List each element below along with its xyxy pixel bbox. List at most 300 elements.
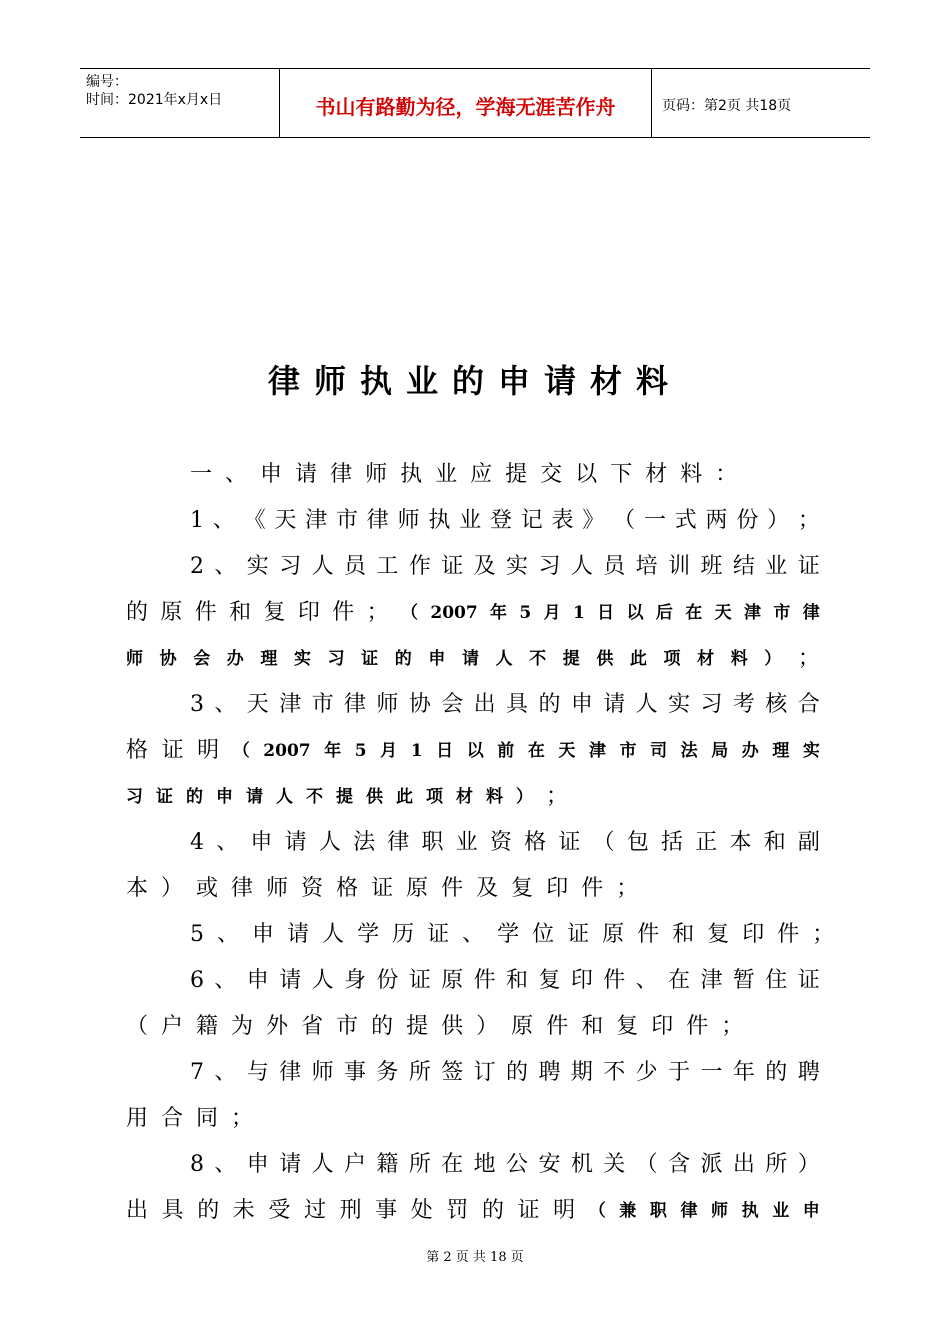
bold-glyph: 理 (260, 649, 278, 669)
glyph: 聘 (797, 1060, 820, 1085)
bold-glyph: 津 (743, 603, 761, 623)
glyph: 律 (344, 692, 367, 717)
bold-glyph: 局 (711, 741, 729, 761)
bold-glyph: 项 (426, 787, 443, 807)
bold-glyph: 习 (327, 649, 345, 669)
glyph: 、 (214, 554, 237, 579)
glyph: 原 (406, 876, 429, 901)
bold-glyph: 习 (126, 787, 143, 807)
glyph: 律 (231, 876, 254, 901)
glyph: ； (231, 1106, 254, 1131)
glyph: 津 (279, 692, 302, 717)
bold-glyph: 提 (562, 649, 580, 669)
glyph: 地 (473, 1152, 496, 1177)
bold-glyph: 材 (697, 649, 715, 669)
glyph: 出 (732, 1152, 755, 1177)
glyph: 籍 (196, 1014, 219, 1039)
bold-glyph: 市 (773, 603, 791, 623)
glyph: 人 (318, 830, 341, 855)
glyph: 和 (581, 1014, 604, 1039)
glyph: 年 (732, 1060, 755, 1085)
glyph: 职 (421, 830, 444, 855)
glyph: 户 (344, 1152, 367, 1177)
bold-glyph: 此 (629, 649, 647, 669)
glyph: 5 (190, 922, 204, 947)
number-label: 编号： (86, 74, 128, 90)
glyph: 的 (126, 600, 149, 625)
glyph: 业 (455, 830, 478, 855)
glyph: 应 (470, 462, 493, 487)
glyph: 市 (336, 1014, 359, 1039)
bold-glyph: 请 (461, 649, 479, 669)
glyph: ） (161, 876, 184, 901)
glyph: 省 (301, 1014, 324, 1039)
glyph: 交 (540, 462, 563, 487)
glyph: 、 (212, 508, 235, 533)
glyph: 明 (553, 1198, 576, 1223)
glyph: 包 (626, 830, 649, 855)
glyph: 证 (797, 968, 820, 993)
glyph: 学 (357, 922, 380, 947)
glyph: 天 (274, 508, 297, 533)
glyph: 件 (686, 1014, 709, 1039)
glyph: ） (767, 508, 790, 533)
glyph: 受 (268, 1198, 291, 1223)
glyph: 6 (190, 968, 204, 993)
glyph: 、 (462, 922, 485, 947)
document-body (126, 452, 835, 1234)
glyph: 证 (441, 554, 464, 579)
glyph: 的 (506, 1060, 529, 1085)
bold-glyph: 以 (466, 741, 484, 761)
glyph: 份 (736, 508, 759, 533)
glyph: 2 (190, 554, 204, 579)
glyph: 习 (279, 554, 302, 579)
glyph: 师 (376, 692, 399, 717)
body-line (126, 820, 820, 866)
glyph: 训 (668, 554, 691, 579)
glyph: （ (126, 1014, 149, 1039)
glyph: 原 (160, 600, 183, 625)
glyph: 住 (765, 968, 788, 993)
bold-glyph: 料 (730, 649, 748, 669)
glyph: 户 (161, 1014, 184, 1039)
header-table (80, 68, 870, 138)
body-line (126, 1142, 820, 1188)
glyph: 不 (603, 1060, 626, 1085)
glyph: 印 (570, 968, 593, 993)
glyph: 律 (279, 1060, 302, 1085)
glyph: 资 (489, 830, 512, 855)
glyph: 协 (408, 692, 431, 717)
glyph: 件 (332, 600, 355, 625)
bold-glyph: 1 (572, 603, 585, 623)
glyph: 业 (435, 462, 458, 487)
glyph: 签 (441, 1060, 464, 1085)
header-page-info: 页码：第2页 共18页 (662, 98, 792, 114)
bold-glyph: 的 (186, 787, 203, 807)
glyph: 外 (266, 1014, 289, 1039)
glyph: 请 (279, 1152, 302, 1177)
glyph: 以 (575, 462, 598, 487)
bold-glyph: 协 (159, 649, 177, 669)
glyph: 市 (335, 508, 358, 533)
bold-glyph: 律 (680, 1201, 698, 1221)
glyph: 一 (700, 1060, 723, 1085)
body-line (126, 636, 820, 682)
glyph: 师 (266, 876, 289, 901)
glyph: 所 (408, 1060, 431, 1085)
bold-glyph: 不 (529, 649, 547, 669)
glyph: 律 (387, 830, 410, 855)
bold-glyph: 供 (366, 787, 383, 807)
glyph: 籍 (376, 1152, 399, 1177)
glyph: （ (635, 1152, 658, 1177)
glyph: 合 (161, 1106, 184, 1131)
glyph: 和 (763, 830, 786, 855)
bold-glyph: 申 (428, 649, 446, 669)
glyph: 下 (610, 462, 633, 487)
bold-glyph: ） (764, 649, 782, 669)
bold-glyph: 办 (226, 649, 244, 669)
glyph: 证 (517, 1198, 540, 1223)
glyph: 、 (214, 1152, 237, 1177)
glyph: 员 (603, 554, 626, 579)
glyph: 出 (126, 1198, 149, 1223)
glyph: 副 (797, 830, 820, 855)
glyph: 件 (473, 968, 496, 993)
bold-glyph: 人 (495, 649, 513, 669)
glyph: 位 (532, 922, 555, 947)
glyph: ； (546, 784, 569, 809)
glyph: 聘 (538, 1060, 561, 1085)
body-line (126, 912, 835, 958)
glyph: 及 (476, 876, 499, 901)
bold-glyph: 1 (410, 741, 423, 761)
glyph: 含 (668, 1152, 691, 1177)
glyph: 市 (311, 692, 334, 717)
body-line (126, 958, 820, 1004)
glyph: 订 (473, 1060, 496, 1085)
glyph: 处 (410, 1198, 433, 1223)
glyph: 出 (473, 692, 496, 717)
glyph: 证 (558, 830, 581, 855)
glyph: ： (715, 462, 738, 487)
bold-glyph: （ (401, 603, 418, 623)
glyph: 件 (637, 922, 660, 947)
glyph: 原 (441, 968, 464, 993)
glyph: 、 (635, 968, 658, 993)
glyph: 申 (250, 830, 273, 855)
glyph: 正 (695, 830, 718, 855)
glyph: 在 (441, 1152, 464, 1177)
glyph: 津 (700, 968, 723, 993)
bold-glyph: 在 (685, 603, 703, 623)
glyph: ； (797, 646, 820, 671)
glyph: ） (797, 1152, 820, 1177)
glyph: 印 (742, 922, 765, 947)
bold-glyph: 供 (596, 649, 614, 669)
glyph: 格 (126, 738, 149, 763)
glyph: 记 (520, 508, 543, 533)
glyph: 人 (570, 554, 593, 579)
bold-glyph: 申 (802, 1201, 820, 1221)
glyph: 资 (301, 876, 324, 901)
body-line (126, 1096, 820, 1142)
glyph: 班 (700, 554, 723, 579)
bold-glyph: （ (232, 741, 250, 761)
bold-glyph: 项 (663, 649, 681, 669)
glyph: 及 (473, 554, 496, 579)
glyph: 本 (126, 876, 149, 901)
glyph: 会 (441, 692, 464, 717)
glyph: 证 (797, 554, 820, 579)
bold-glyph: 人 (276, 787, 293, 807)
glyph: 料 (680, 462, 703, 487)
glyph: 身 (344, 968, 367, 993)
bold-glyph: 办 (741, 741, 759, 761)
bold-glyph: 市 (619, 741, 637, 761)
glyph: 罚 (446, 1198, 469, 1223)
glyph: 刑 (339, 1198, 362, 1223)
glyph: 《 (243, 508, 266, 533)
glyph: 人 (311, 968, 334, 993)
glyph: 和 (672, 922, 695, 947)
glyph: 津 (305, 508, 328, 533)
glyph: 申 (246, 1152, 269, 1177)
glyph: 印 (651, 1014, 674, 1039)
glyph: 式 (674, 508, 697, 533)
glyph: 证 (427, 922, 450, 947)
glyph: 结 (732, 554, 755, 579)
glyph: ； (812, 922, 835, 947)
glyph: 证 (371, 876, 394, 901)
glyph: 登 (489, 508, 512, 533)
glyph: 括 (661, 830, 684, 855)
glyph: 事 (375, 1198, 398, 1223)
glyph: 在 (668, 968, 691, 993)
body-line (126, 682, 820, 728)
bold-glyph: 兼 (619, 1201, 637, 1221)
bold-glyph: 此 (396, 787, 413, 807)
glyph: 律 (366, 508, 389, 533)
glyph: 份 (376, 968, 399, 993)
bold-glyph: 申 (216, 787, 233, 807)
glyph: 请 (284, 830, 307, 855)
glyph: 材 (645, 462, 668, 487)
glyph: 印 (297, 600, 320, 625)
glyph: 务 (376, 1060, 399, 1085)
glyph: 未 (232, 1198, 255, 1223)
glyph: ； (721, 1014, 744, 1039)
bold-glyph: 不 (306, 787, 323, 807)
bold-glyph: 月 (380, 741, 398, 761)
glyph: ； (616, 876, 639, 901)
glyph: 人 (311, 1152, 334, 1177)
bold-glyph: 律 (802, 603, 820, 623)
glyph: 的 (371, 1014, 394, 1039)
glyph: 件 (603, 968, 626, 993)
glyph: （ (613, 508, 636, 533)
glyph: 申 (260, 462, 283, 487)
body-line (126, 728, 820, 774)
glyph: 的 (481, 1198, 504, 1223)
glyph: 与 (246, 1060, 269, 1085)
bold-glyph: 执 (741, 1201, 759, 1221)
glyph: 事 (344, 1060, 367, 1085)
bold-glyph: 在 (527, 741, 545, 761)
bold-glyph: 天 (558, 741, 576, 761)
glyph: 、 (214, 1060, 237, 1085)
body-line (126, 774, 820, 820)
glyph: 印 (546, 876, 569, 901)
bold-glyph: 津 (588, 741, 606, 761)
bold-glyph: 实 (802, 741, 820, 761)
glyph: 执 (428, 508, 451, 533)
glyph: 4 (190, 830, 204, 855)
glyph: 为 (231, 1014, 254, 1039)
glyph: 复 (707, 922, 730, 947)
bold-glyph: 月 (543, 603, 561, 623)
bold-glyph: 2007 (263, 741, 311, 761)
glyph: 1 (190, 508, 204, 533)
glyph: 法 (353, 830, 376, 855)
bold-glyph: （ (588, 1201, 606, 1221)
glyph: 人 (322, 922, 345, 947)
glyph: 实 (246, 554, 269, 579)
glyph: 实 (668, 692, 691, 717)
header-meta (80, 69, 280, 137)
glyph: 作 (408, 554, 431, 579)
bold-glyph: 日 (597, 603, 615, 623)
glyph: 原 (602, 922, 625, 947)
glyph: 安 (538, 1152, 561, 1177)
glyph: 格 (524, 830, 547, 855)
glyph: 人 (311, 554, 334, 579)
glyph: 8 (190, 1152, 204, 1177)
glyph: 复 (263, 600, 286, 625)
glyph: 的 (197, 1198, 220, 1223)
bold-glyph: 请 (246, 787, 263, 807)
document-title: 律师执业的申请材料 (267, 362, 682, 400)
glyph: 员 (344, 554, 367, 579)
bold-glyph: 年 (324, 741, 342, 761)
bold-glyph: 师 (711, 1201, 729, 1221)
bold-glyph: 2007 (430, 603, 478, 623)
bold-glyph: 提 (336, 787, 353, 807)
glyph: 原 (511, 1014, 534, 1039)
glyph: 学 (497, 922, 520, 947)
bold-glyph: 实 (293, 649, 311, 669)
glyph: 的 (538, 692, 561, 717)
glyph: 请 (295, 462, 318, 487)
glyph: 实 (506, 554, 529, 579)
glyph: 具 (506, 692, 529, 717)
glyph: 件 (441, 876, 464, 901)
glyph: 明 (197, 738, 220, 763)
glyph: （ (592, 830, 615, 855)
glyph: 师 (397, 508, 420, 533)
glyph: 少 (635, 1060, 658, 1085)
body-line (126, 452, 820, 498)
glyph: 培 (635, 554, 658, 579)
body-line (126, 866, 820, 912)
header-slogan: 书山有路勤为径，学海无涯苦作舟 (280, 69, 652, 137)
glyph: 用 (126, 1106, 149, 1131)
glyph: 件 (546, 1014, 569, 1039)
glyph: 请 (603, 692, 626, 717)
glyph: 申 (252, 922, 275, 947)
glyph: 具 (161, 1198, 184, 1223)
glyph: 、 (214, 968, 237, 993)
bold-glyph: 料 (486, 787, 503, 807)
glyph: 期 (570, 1060, 593, 1085)
glyph: 业 (765, 554, 788, 579)
glyph: 师 (365, 462, 388, 487)
glyph: 习 (538, 554, 561, 579)
bold-glyph: 理 (772, 741, 790, 761)
bold-glyph: 师 (126, 649, 143, 669)
glyph: 和 (229, 600, 252, 625)
glyph: 供 (441, 1014, 464, 1039)
body-line (126, 1188, 820, 1234)
bold-glyph: 职 (649, 1201, 667, 1221)
bold-glyph: 的 (394, 649, 412, 669)
bold-glyph: ） (516, 787, 533, 807)
glyph: 格 (336, 876, 359, 901)
glyph: 证 (161, 738, 184, 763)
glyph: 、 (214, 692, 237, 717)
glyph: 证 (567, 922, 590, 947)
bold-glyph: 后 (655, 603, 673, 623)
bold-glyph: 司 (650, 741, 668, 761)
glyph: 历 (392, 922, 415, 947)
glyph: 》 (582, 508, 605, 533)
glyph: 暂 (732, 968, 755, 993)
glyph: 或 (196, 876, 219, 901)
glyph: 天 (246, 692, 269, 717)
bold-glyph: 天 (714, 603, 732, 623)
glyph: 、 (217, 922, 240, 947)
glyph: 复 (538, 968, 561, 993)
bold-glyph: 年 (490, 603, 508, 623)
bold-glyph: 证 (361, 649, 379, 669)
time-label: 时间：2021年x月x日 (86, 92, 223, 108)
body-line (126, 498, 820, 544)
bold-glyph: 日 (436, 741, 454, 761)
glyph: 件 (777, 922, 800, 947)
glyph: 机 (570, 1152, 593, 1177)
glyph: 执 (400, 462, 423, 487)
page-footer: 第 2 页 共 18 页 (426, 1250, 524, 1265)
body-line (126, 1004, 820, 1050)
glyph: 一 (643, 508, 666, 533)
glyph: 同 (196, 1106, 219, 1131)
glyph: 于 (668, 1060, 691, 1085)
glyph: 人 (635, 692, 658, 717)
glyph: 所 (408, 1152, 431, 1177)
bold-glyph: 材 (456, 787, 473, 807)
glyph: 表 (551, 508, 574, 533)
glyph: 3 (190, 692, 204, 717)
glyph: 复 (616, 1014, 639, 1039)
glyph: 、 (225, 462, 248, 487)
glyph: 两 (705, 508, 728, 533)
glyph: 工 (376, 554, 399, 579)
bold-glyph: 法 (680, 741, 698, 761)
glyph: ； (366, 600, 389, 625)
bold-glyph: 会 (193, 649, 211, 669)
